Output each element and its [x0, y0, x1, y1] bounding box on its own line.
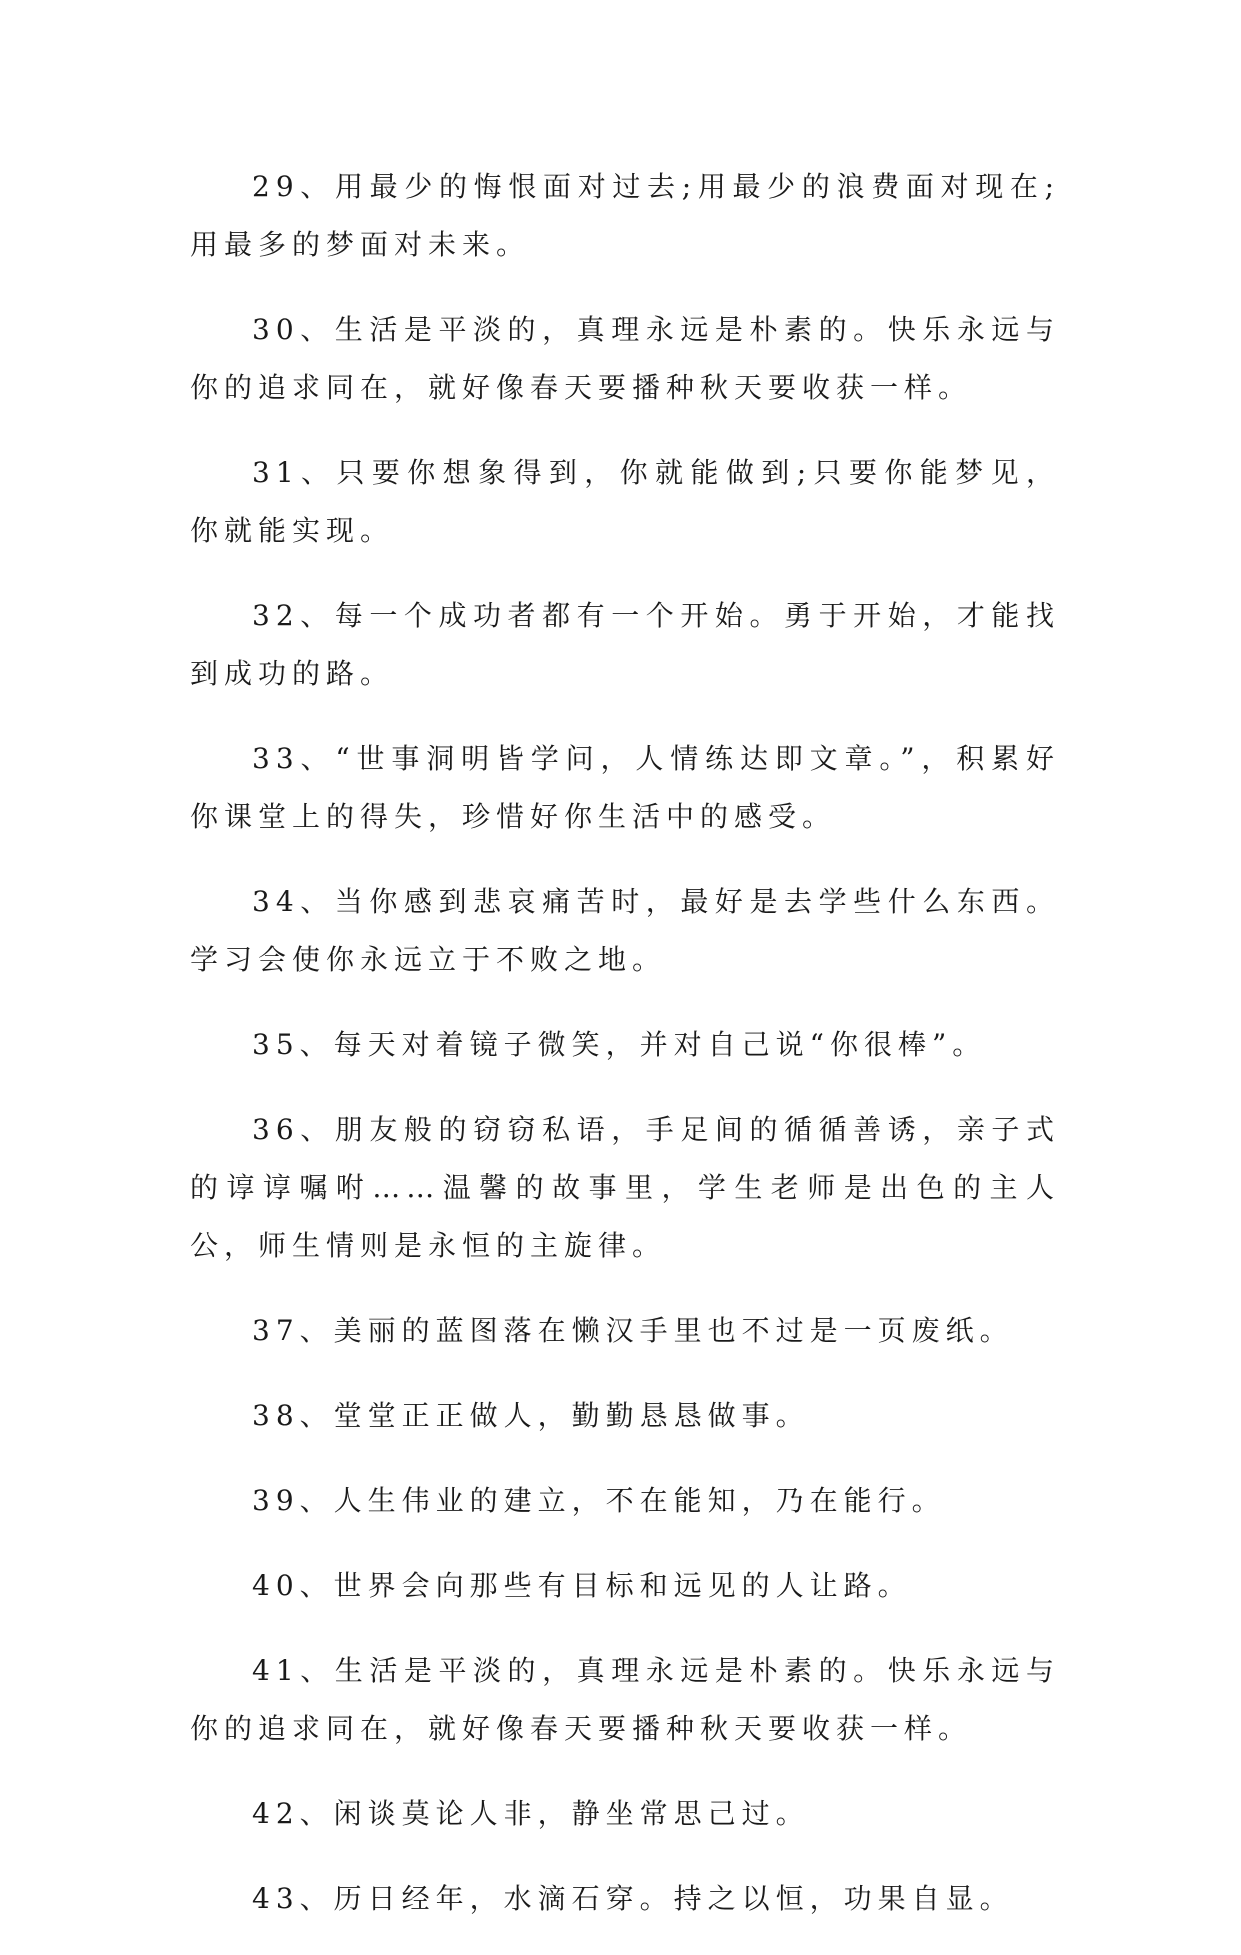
- document-body: [190, 158, 1060, 1955]
- paragraph-43: 43、历日经年，水滴石穿。持之以恒，功果自显。: [252, 1882, 1014, 1915]
- paragraph-39: 39、人生伟业的建立，不在能知，乃在能行。: [252, 1484, 946, 1517]
- paragraph-36: 36、朋友般的窃窃私语，手足间的循循善诱，亲子式的谆谆嘱咐……温馨的故事里，学生老师是出色的主人公，师生情则是永恒的主旋律。: [190, 1113, 1060, 1262]
- paragraph-41: 41、生活是平淡的，真理永远是朴素的。快乐永远与你的追求同在，就好像春天要播种秋天要收获一样。: [190, 1654, 1060, 1745]
- paragraph-32: 32、每一个成功者都有一个开始。勇于开始，才能找到成功的路。: [190, 599, 1060, 690]
- paragraph-40: 40、世界会向那些有目标和远见的人让路。: [252, 1569, 912, 1602]
- paragraph-34: 34、当你感到悲哀痛苦时，最好是去学些什么东西。学习会使你永远立于不败之地。: [190, 885, 1060, 976]
- paragraph-31: 31、只要你想象得到，你就能做到;只要你能梦见，你就能实现。: [190, 456, 1060, 547]
- paragraph-35: 35、每天对着镜子微笑，并对自己说“你很棒”。: [252, 1028, 987, 1061]
- paragraph-42: 42、闲谈莫论人非，静坐常思己过。: [252, 1797, 810, 1830]
- paragraph-38: 38、堂堂正正做人，勤勤恳恳做事。: [252, 1399, 810, 1432]
- paragraph-37: 37、美丽的蓝图落在懒汉手里也不过是一页废纸。: [252, 1314, 1014, 1347]
- paragraph-30: 30、生活是平淡的，真理永远是朴素的。快乐永远与你的追求同在，就好像春天要播种秋天要收获一样。: [190, 313, 1060, 404]
- paragraph-33: 33、“世事洞明皆学问，人情练达即文章。”，积累好你课堂上的得失，珍惜好你生活中的感受。: [190, 742, 1060, 833]
- paragraph-29: 29、用最少的悔恨面对过去;用最少的浪费面对现在;用最多的梦面对未来。: [190, 170, 1060, 261]
